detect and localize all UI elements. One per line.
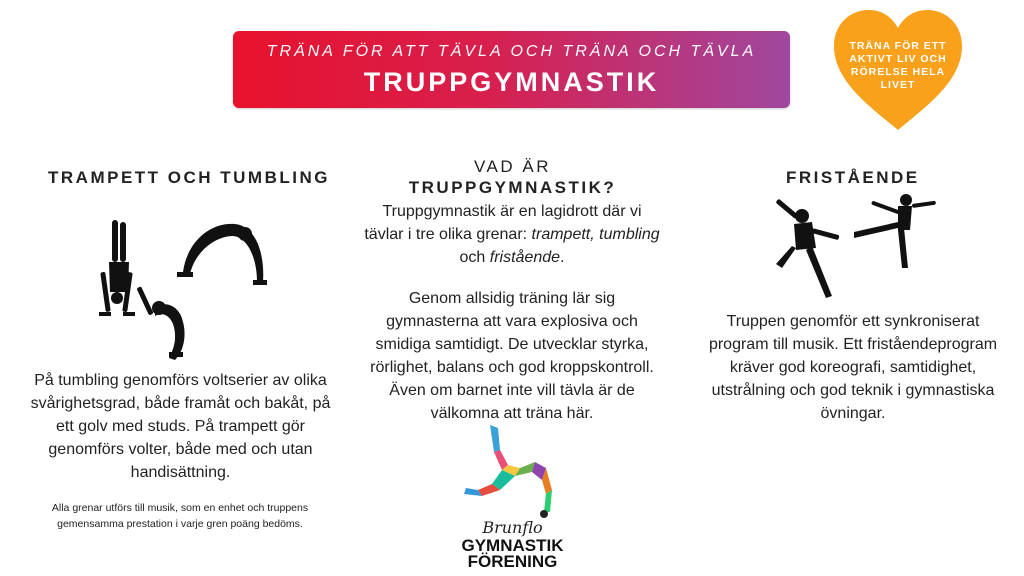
dancer-silhouettes-image [772,188,942,300]
heart-line: TRÄNA FÖR ETT [849,40,947,52]
logo-name [452,538,573,570]
right-description: Truppen genomför ett synkroniserat program till musik. Ett friståendeprogram kräver god koreografi, samtidighet, utstrålning och god teknik i gymnastiska övningar. [708,313,998,422]
logo-line2: FÖRENING [467,552,558,571]
p1-period: . [560,249,565,266]
heart-line: RÖRELSE HELA [850,66,946,78]
gymnast-silhouettes-image [95,212,275,367]
title-banner [233,31,790,108]
middle-heading-line2: TRUPPGYMNASTIK? [408,178,617,197]
p1-fristaende: fristående [489,249,561,266]
banner-subtitle: TRÄNA FÖR ATT TÄVLA OCH TRÄNA OCH TÄVLA [266,43,757,60]
logo-script-text: Brunflo [482,518,543,537]
heart-line: LIVET [880,79,916,91]
left-heading: TRAMPETT OCH TUMBLING [48,168,330,187]
left-description: På tumbling genomförs voltserier av olika svårighetsgrad, både framåt och bakåt, på ett golv med studs. På trampett gör genomförs volter, både med och utan handisättning. [30,372,331,481]
p1-and: och [459,249,490,266]
heart-line: AKTIVT LIV OCH [849,53,947,65]
p1-text: Truppgymnastik är en lagidrott där vi tävlar i tre olika grenar: [364,203,642,243]
middle-paragraph-1 [364,200,660,269]
gymnast-logo-icon [460,420,560,520]
banner-title: TRUPPGYMNASTIK [363,67,660,97]
p1-tumbling: tumbling [599,226,660,243]
p1-trampett: trampett, [531,226,595,243]
middle-paragraph-2: Genom allsidig träning lär sig gymnasterna att vara explosiva och smidiga samtidigt. De utvecklar styrka, rörlighet, balans och god kroppskontroll. Även om barnet inte vill tävla är de välkomna att träna här. [370,290,654,422]
logo-line1: GYMNASTIK [461,536,564,555]
right-heading: FRISTÅENDE [786,168,920,187]
middle-heading-line1: VAD ÄR [473,157,552,176]
heart-text [832,40,964,92]
left-note: Alla grenar utförs till musik, som en enhet och truppens gemensamma prestation i varje gren poäng bedöms. [51,502,309,530]
